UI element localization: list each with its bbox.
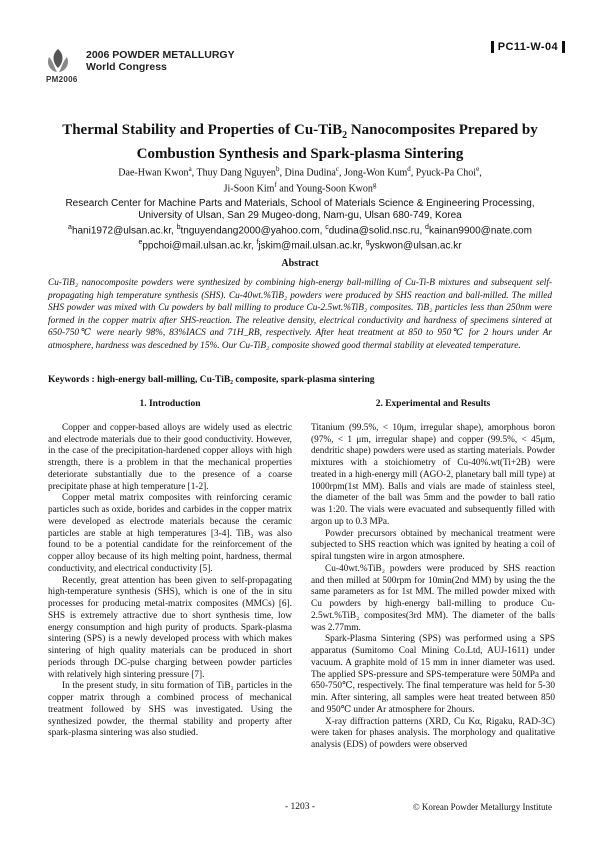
title-part1-rest: Nanocomposites Prepared by [347,122,538,138]
email-address: yskwon@ulsan.ac.kr [369,240,462,252]
logo-text: PM2006 [46,75,78,84]
author-name: Jong-Won Kum [343,167,408,179]
author-name: Thuy Dang Nguyen [196,167,276,179]
author-separator: and [276,183,296,195]
author-affiliation-mark: c [335,165,339,173]
email-mark: g [365,239,370,247]
author-affiliation-mark: f [274,181,277,190]
introduction-heading: 1. Introduction [139,399,201,409]
abstract-text: Cu-TiB₂ nanocomposite powders were synthesized by combining high-energy ball-milling of Cu-Ti-B mixtures and subsequent self-propagating high temperature synthesis (SHS). Cu-40wt.%TiB₂ powders were produced by SHS reaction and ball-milled. The milled SHS powder was mixed with Cu powders by ball milling to produce Cu-2.5wt.%TiB₂ composites. TiB₂ particles less than 250nm were formed in the copper matrix after SHS-reaction. The releative density, electrical conductivity and hardness of specimens sintered at 650-750℃ were nearly 98%, 83%IACS and 71H_RB, respectively. After heat treatment at 850 to 950℃ for 2 hours under Ar atmosphere, hardness was descedned by 15%. Our Cu-TiB₂ composite showed good thermal stability at eleveated temperature. [48,278,552,351]
copyright: © Korean Powder Metallurgy Institute [412,802,552,812]
paper-code: PC11-W-04 [491,41,565,53]
paper-title [40,121,560,163]
email-address: dudina@solid.nsc.ru, [328,225,426,237]
intro-paragraph: Copper metal matrix composites with reinforcing ceramic particles such as oxide, borides and carbides in the copper matrix were developed as electrode materials because the ceramic particles are stable at high temperatures [3-4]. TiB₂ was also found to be a potential candidate for the reinforcement of the copper alloy because of its high melting point, hardness, thermal conductivity, and electrical conductivity [5]. [48,493,292,574]
affiliation-line1: Research Center for Machine Parts and Materials, School of Materials Science & Engineering Processing, [65,198,535,209]
right-column [311,399,555,752]
title-part2: Combustion Synthesis and Spark-plasma Sintering [136,146,464,162]
email-line2 [40,237,560,252]
experimental-paragraph: Titanium (99.5%, < 10μm, irregular shape), amorphous boron (97%, < 1 μm, irregular shape) and copper (99.5%, < 45μm, dendritic shape) powders were used as starting materials. Powder mixtures with a stoichiometry of Cu-40%.wt(Ti+2B) were treated in a high-energy mill (AGO-2, planetary ball mill type) at 1000rpm(1st MM). Balls and vials are made of stainless steel, the diameter of the ball was 5mm and the powder to ball ratio was 1:20. The vials were evacuated and subsequently filled with argon up to 0.3 MPa. [311,422,555,527]
author-name: Young-Soon Kwon [295,183,373,195]
left-column [48,399,292,740]
author-separator: , [191,167,197,179]
author-separator: , [410,167,416,179]
author-name: Dina Dudina [284,167,336,179]
experimental-paragraph: X-ray diffraction patterns (XRD, Cu Kα, Rigaku, RAD-3C) were taken for phases analysis. The morphology and qualitative analysis (EDS) of powders were observed [311,716,555,750]
email-mark: c [325,224,329,231]
email-mark: f [256,239,259,247]
title-part1: Thermal Stability and Properties of Cu-TiB [62,122,343,138]
conference-line2: World Congress [86,61,167,73]
email-address: hani1972@ulsan.ac.kr, [71,225,177,237]
email-mark: e [138,239,143,247]
author-affiliation-mark: b [275,165,280,173]
email-address: kainan9900@nate.com [428,225,532,237]
author-separator: , [279,167,285,179]
conference-line1: 2006 POWDER METALLURGY [86,49,235,61]
email-address: ppchoi@mail.ulsan.ac.kr, [142,240,257,252]
abstract-heading: Abstract [281,258,319,269]
email-address: jskim@mail.ulsan.ac.kr, [258,240,366,252]
experimental-heading: 2. Experimental and Results [375,399,491,409]
experimental-paragraph: Cu-40wt.%TiB₂ powders were produced by SHS reaction and then milled at 500rpm for 10min(2nd MM) by using the the same parameters as for 1st MM. The milled powder mixed with Cu powders by high-energy ball-milling to produce Cu-2.5wt.%TiB₂ composites(3rd MM). The diameter of the balls was 2.77mm. [311,563,555,633]
author-separator: , [479,167,482,179]
email-mark: b [176,224,181,231]
email-mark: d [425,224,429,231]
keywords: Keywords : high-energy ball-milling, Cu-TiB₂ composite, spark-plasma sintering [48,375,375,385]
affiliation [40,198,560,253]
intro-paragraph: Copper and copper-based alloys are widely used as electric and electrode materials due to their good conductivity. However, in the case of the precipitation-hardened copper alloys with high strength, there is a problem in that the mechanical properties deteriorate substantially due to the presence of a coarse precipitate phase at high temperature [1-2]. [48,422,292,492]
author-name: Dae-Hwan Kwon [118,167,189,179]
intro-paragraph: Recently, great attention has been given to self-propagating high-temperature synthesis (SHS), which is one of the in situ processes for producing metal-matrix composites (MMCs) [6]. SHS is extremely attractive due to short synthesis time, low energy consumption and high purity of products. Spark-plasma sintering (SPS) is a newly developed process with which makes sintering of high quality materials can be produced in short periods through DC-pulse charging between powder particles with relatively high sintering pressure [7]. [48,575,292,680]
page-number: - 1203 - [284,802,316,812]
email-line1 [40,222,560,237]
author-name: Pyuck-Pa Choi [415,167,477,179]
intro-paragraph: In the present study, in situ formation of TiB₂ particles in the copper matrix through a combined process of mechanical treatment followed by SHS was investigated. Using the synthesized powder, the thermal stability and property after spark-plasma sintering was also studied. [48,681,292,739]
author-affiliation-mark: g [372,181,377,190]
author-list [60,163,540,196]
email-address: tnguyendang2000@yahoo.com, [180,225,326,237]
email-mark: a [68,224,72,231]
author-separator: , [338,167,344,179]
author-affiliation-mark: d [407,165,411,173]
author-affiliation-mark: e [476,165,480,173]
experimental-paragraph: Powder precursors obtained by mechanical treatment were subjected to SHS reaction which was ignited by heating a coil of spiral tungsten wire in argon atmosphere. [311,528,555,562]
affiliation-line2: University of Ulsan, San 29 Mugeo-dong, Nam-gu, Ulsan 680-749, Korea [138,210,462,221]
title-subscript: 2 [342,130,348,141]
author-affiliation-mark: a [188,165,192,173]
author-name: Ji-Soon Kim [223,183,275,195]
experimental-paragraph: Spark-Plasma Sintering (SPS) was performed using a SPS apparatus (Sumitomo Coal Mining Co.Ltd, AUJ-1611) under vacuum. A graphite mold of 15 mm in inner diameter was used. The applied SPS-pressure and SPS-temperature were 50MPa and 650-750℃, respectively. The final temperature was held for 5-30 min. After sintering, all samples were heat treated between 850 and 950℃ under Ar atmosphere for 2hours. [311,634,555,715]
conference-name [86,49,235,73]
